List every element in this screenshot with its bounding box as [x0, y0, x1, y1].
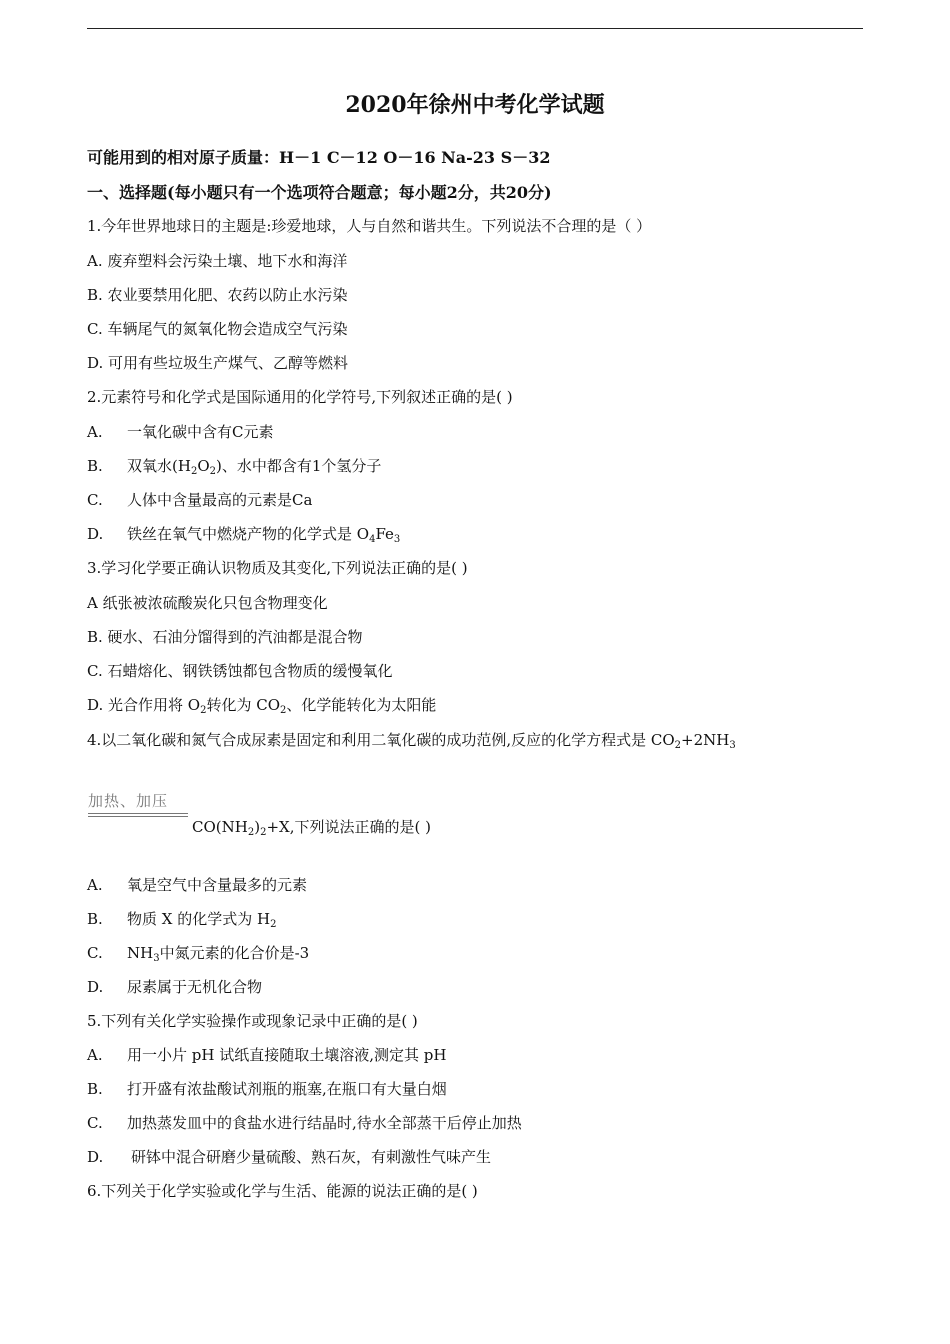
option-label: B. [87, 457, 103, 475]
q4-stem: 4.以二氧化碳和氮气合成尿素是固定和利用二氧化碳的成功范例,反应的化学方程式是 $CO_2+2NH_3$ [87, 731, 736, 751]
equals-line-bottom [88, 816, 188, 817]
q4-option-a: A. 氧是空气中含量最多的元素 [87, 876, 308, 894]
q2-option-c: C. 人体中含量最高的元素是Ca [87, 491, 313, 509]
q1-option-b: B. 农业要禁用化肥、农药以防止水污染 [87, 286, 348, 304]
q1-stem: 1.今年世界地球日的主题是:珍爱地球，人与自然和谐共生。下列说法不合理的是（ ） [87, 217, 652, 235]
q5-stem: 5.下列有关化学实验操作或现象记录中正确的是( ) [87, 1012, 418, 1030]
q5-option-d: D. 研钵中混合研磨少量硫酸、熟石灰，有刺激性气味产生 [87, 1148, 492, 1166]
option-label: A. [87, 876, 103, 894]
q3-option-a: A 纸张被浓硫酸炭化只包含物理变化 [87, 594, 328, 612]
option-label: D. [87, 1148, 104, 1166]
page-title: 2020年徐州中考化学试题 [345, 92, 605, 118]
q3-option-d: D. 光合作用将 $O_2$转化为 $CO_2$、化学能转化为太阳能 [87, 696, 437, 716]
q4-option-b: B. 物质 X 的化学式为 $H_2$ [87, 910, 277, 930]
reaction-condition [88, 790, 188, 817]
q1-option-d: D. 可用有些垃圾生产煤气、乙醇等燃料 [87, 354, 349, 372]
option-label: B. [87, 1080, 103, 1098]
q4-option-c: C. $NH_3$中氮元素的化合价是-3 [87, 944, 310, 964]
section-heading: 一、选择题(每小题只有一个选项符合题意；每小题2分，共20分) [87, 183, 552, 202]
q4-option-d: D. 尿素属于无机化合物 [87, 978, 263, 996]
q4-product: $CO(NH_2)_2+X$,下列说法正确的是( ) [192, 818, 431, 838]
q2-option-b: B. 双氧水$(H_2O_2)$、水中都含有1个氢分子 [87, 457, 382, 477]
option-label: C. [87, 944, 103, 962]
option-label: B. [87, 910, 103, 928]
option-label: C. [87, 491, 103, 509]
option-label: D. [87, 525, 104, 543]
equals-line-top [88, 813, 188, 814]
reaction-condition-text: 加热、加压 [88, 792, 169, 810]
option-label: A. [87, 1046, 103, 1064]
atomic-mass-note: 可能用到的相对原子质量：H－1 C－12 O－16 Na-23 S－32 [87, 148, 551, 167]
q2-stem: 2.元素符号和化学式是国际通用的化学符号,下列叙述正确的是( ) [87, 388, 513, 406]
q1-option-c: C. 车辆尾气的氮氧化物会造成空气污染 [87, 320, 348, 338]
q1-option-a: A. 废弃塑料会污染土壤、地下水和海洋 [87, 252, 348, 270]
option-label: C. [87, 1114, 103, 1132]
q2-option-a: A. 一氧化碳中含有C元素 [87, 423, 274, 441]
q2-option-d: D. 铁丝在氧气中燃烧产物的化学式是 $O_4Fe_3$ [87, 525, 401, 545]
q5-option-b: B. 打开盛有浓盐酸试剂瓶的瓶塞,在瓶口有大量白烟 [87, 1080, 447, 1098]
q5-option-c: C. 加热蒸发皿中的食盐水进行结晶时,待水全部蒸干后停止加热 [87, 1114, 522, 1132]
q6-stem: 6.下列关于化学实验或化学与生活、能源的说法正确的是( ) [87, 1182, 478, 1200]
q3-option-c: C. 石蜡熔化、钢铁锈蚀都包含物质的缓慢氧化 [87, 662, 393, 680]
q3-stem: 3.学习化学要正确认识物质及其变化,下列说法正确的是( ) [87, 559, 468, 577]
q5-option-a: A. 用一小片 pH 试纸直接随取土壤溶液,测定其 pH [87, 1046, 447, 1064]
option-label: D. [87, 978, 104, 996]
top-rule [87, 28, 863, 29]
q3-option-b: B. 硬水、石油分馏得到的汽油都是混合物 [87, 628, 363, 646]
option-label: A. [87, 423, 103, 441]
